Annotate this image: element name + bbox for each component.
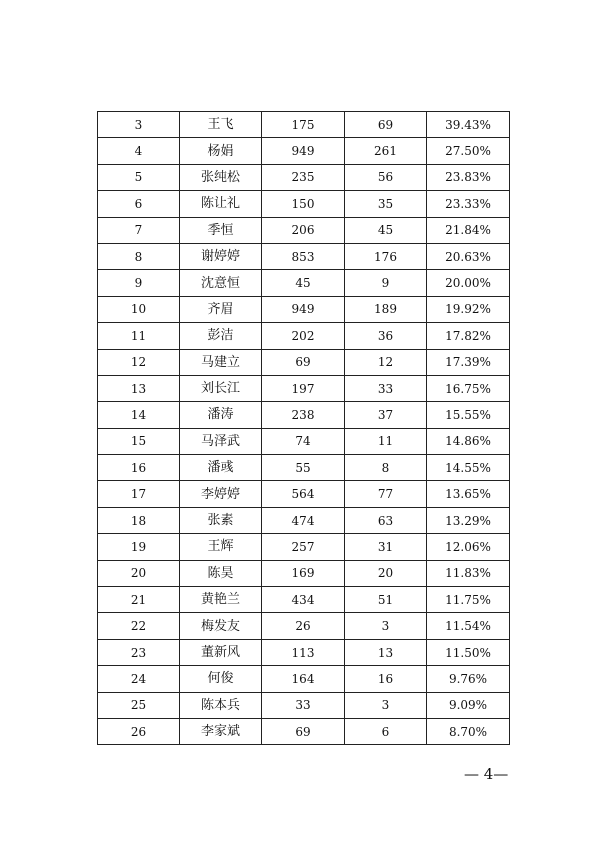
cell-percentage: 19.92% bbox=[427, 296, 510, 322]
cell-name: 陈让礼 bbox=[180, 191, 262, 217]
page-number: — 4— bbox=[464, 765, 509, 783]
cell-count: 20 bbox=[345, 560, 427, 586]
cell-name: 李家斌 bbox=[180, 718, 262, 744]
cell-total: 113 bbox=[262, 639, 345, 665]
cell-total: 26 bbox=[262, 613, 345, 639]
cell-count: 189 bbox=[345, 296, 427, 322]
cell-rank: 14 bbox=[98, 402, 180, 428]
cell-rank: 20 bbox=[98, 560, 180, 586]
cell-total: 150 bbox=[262, 191, 345, 217]
cell-name: 陈本兵 bbox=[180, 692, 262, 718]
cell-rank: 10 bbox=[98, 296, 180, 322]
cell-percentage: 17.39% bbox=[427, 349, 510, 375]
cell-rank: 26 bbox=[98, 718, 180, 744]
ranking-table-body bbox=[98, 112, 510, 745]
cell-percentage: 39.43% bbox=[427, 112, 510, 138]
cell-count: 12 bbox=[345, 349, 427, 375]
cell-rank: 25 bbox=[98, 692, 180, 718]
table-row bbox=[98, 296, 510, 322]
cell-total: 434 bbox=[262, 587, 345, 613]
table-row bbox=[98, 270, 510, 296]
table-row bbox=[98, 402, 510, 428]
cell-rank: 15 bbox=[98, 428, 180, 454]
table-row bbox=[98, 666, 510, 692]
cell-rank: 22 bbox=[98, 613, 180, 639]
cell-count: 3 bbox=[345, 692, 427, 718]
cell-percentage: 20.63% bbox=[427, 243, 510, 269]
cell-count: 31 bbox=[345, 534, 427, 560]
cell-percentage: 9.76% bbox=[427, 666, 510, 692]
cell-total: 74 bbox=[262, 428, 345, 454]
cell-percentage: 20.00% bbox=[427, 270, 510, 296]
cell-rank: 7 bbox=[98, 217, 180, 243]
cell-rank: 11 bbox=[98, 323, 180, 349]
cell-total: 949 bbox=[262, 296, 345, 322]
cell-name: 季恒 bbox=[180, 217, 262, 243]
cell-count: 37 bbox=[345, 402, 427, 428]
cell-total: 33 bbox=[262, 692, 345, 718]
cell-total: 949 bbox=[262, 138, 345, 164]
cell-percentage: 9.09% bbox=[427, 692, 510, 718]
cell-count: 3 bbox=[345, 613, 427, 639]
cell-count: 45 bbox=[345, 217, 427, 243]
cell-name: 杨娟 bbox=[180, 138, 262, 164]
cell-percentage: 16.75% bbox=[427, 375, 510, 401]
cell-count: 8 bbox=[345, 455, 427, 481]
cell-percentage: 11.54% bbox=[427, 613, 510, 639]
cell-name: 齐眉 bbox=[180, 296, 262, 322]
cell-name: 张素 bbox=[180, 507, 262, 533]
cell-total: 69 bbox=[262, 718, 345, 744]
cell-percentage: 15.55% bbox=[427, 402, 510, 428]
table-row bbox=[98, 138, 510, 164]
cell-total: 175 bbox=[262, 112, 345, 138]
cell-rank: 6 bbox=[98, 191, 180, 217]
cell-name: 彭洁 bbox=[180, 323, 262, 349]
cell-rank: 4 bbox=[98, 138, 180, 164]
table-row bbox=[98, 455, 510, 481]
cell-name: 黄艳兰 bbox=[180, 587, 262, 613]
cell-total: 164 bbox=[262, 666, 345, 692]
cell-percentage: 17.82% bbox=[427, 323, 510, 349]
cell-percentage: 23.83% bbox=[427, 164, 510, 190]
cell-rank: 24 bbox=[98, 666, 180, 692]
table-row bbox=[98, 507, 510, 533]
cell-name: 刘长江 bbox=[180, 375, 262, 401]
cell-total: 197 bbox=[262, 375, 345, 401]
table-row bbox=[98, 164, 510, 190]
cell-count: 6 bbox=[345, 718, 427, 744]
cell-percentage: 13.29% bbox=[427, 507, 510, 533]
cell-count: 77 bbox=[345, 481, 427, 507]
table-row bbox=[98, 112, 510, 138]
table-row bbox=[98, 375, 510, 401]
table-row bbox=[98, 534, 510, 560]
cell-total: 169 bbox=[262, 560, 345, 586]
cell-rank: 12 bbox=[98, 349, 180, 375]
cell-rank: 8 bbox=[98, 243, 180, 269]
cell-percentage: 23.33% bbox=[427, 191, 510, 217]
table-row bbox=[98, 191, 510, 217]
cell-count: 16 bbox=[345, 666, 427, 692]
cell-total: 257 bbox=[262, 534, 345, 560]
cell-rank: 18 bbox=[98, 507, 180, 533]
cell-count: 176 bbox=[345, 243, 427, 269]
cell-rank: 13 bbox=[98, 375, 180, 401]
table-row bbox=[98, 217, 510, 243]
cell-total: 564 bbox=[262, 481, 345, 507]
cell-rank: 9 bbox=[98, 270, 180, 296]
cell-rank: 19 bbox=[98, 534, 180, 560]
cell-percentage: 8.70% bbox=[427, 718, 510, 744]
ranking-table bbox=[97, 111, 510, 745]
cell-name: 谢婷婷 bbox=[180, 243, 262, 269]
cell-name: 陈昊 bbox=[180, 560, 262, 586]
cell-count: 13 bbox=[345, 639, 427, 665]
cell-count: 63 bbox=[345, 507, 427, 533]
cell-rank: 21 bbox=[98, 587, 180, 613]
cell-name: 董新风 bbox=[180, 639, 262, 665]
cell-name: 李婷婷 bbox=[180, 481, 262, 507]
table-row bbox=[98, 692, 510, 718]
cell-name: 王飞 bbox=[180, 112, 262, 138]
cell-total: 45 bbox=[262, 270, 345, 296]
cell-percentage: 11.83% bbox=[427, 560, 510, 586]
table-row bbox=[98, 481, 510, 507]
cell-name: 张纯松 bbox=[180, 164, 262, 190]
cell-percentage: 11.75% bbox=[427, 587, 510, 613]
cell-total: 235 bbox=[262, 164, 345, 190]
cell-count: 69 bbox=[345, 112, 427, 138]
cell-rank: 3 bbox=[98, 112, 180, 138]
cell-total: 69 bbox=[262, 349, 345, 375]
cell-rank: 17 bbox=[98, 481, 180, 507]
table-row bbox=[98, 349, 510, 375]
cell-name: 马泽武 bbox=[180, 428, 262, 454]
cell-name: 潘彧 bbox=[180, 455, 262, 481]
cell-total: 202 bbox=[262, 323, 345, 349]
cell-count: 261 bbox=[345, 138, 427, 164]
cell-percentage: 12.06% bbox=[427, 534, 510, 560]
cell-count: 33 bbox=[345, 375, 427, 401]
cell-percentage: 13.65% bbox=[427, 481, 510, 507]
cell-count: 9 bbox=[345, 270, 427, 296]
cell-rank: 5 bbox=[98, 164, 180, 190]
cell-name: 王辉 bbox=[180, 534, 262, 560]
table-row bbox=[98, 323, 510, 349]
cell-name: 梅发友 bbox=[180, 613, 262, 639]
cell-count: 36 bbox=[345, 323, 427, 349]
cell-rank: 16 bbox=[98, 455, 180, 481]
cell-count: 56 bbox=[345, 164, 427, 190]
table-row bbox=[98, 587, 510, 613]
cell-total: 474 bbox=[262, 507, 345, 533]
cell-count: 35 bbox=[345, 191, 427, 217]
cell-total: 55 bbox=[262, 455, 345, 481]
table-row bbox=[98, 718, 510, 744]
cell-total: 853 bbox=[262, 243, 345, 269]
cell-percentage: 14.86% bbox=[427, 428, 510, 454]
cell-name: 潘涛 bbox=[180, 402, 262, 428]
table-row bbox=[98, 428, 510, 454]
cell-percentage: 27.50% bbox=[427, 138, 510, 164]
cell-count: 11 bbox=[345, 428, 427, 454]
cell-percentage: 21.84% bbox=[427, 217, 510, 243]
cell-name: 沈意恒 bbox=[180, 270, 262, 296]
table-row bbox=[98, 560, 510, 586]
cell-name: 马建立 bbox=[180, 349, 262, 375]
table-row bbox=[98, 639, 510, 665]
cell-rank: 23 bbox=[98, 639, 180, 665]
table-row bbox=[98, 243, 510, 269]
cell-percentage: 11.50% bbox=[427, 639, 510, 665]
cell-count: 51 bbox=[345, 587, 427, 613]
table-row bbox=[98, 613, 510, 639]
cell-percentage: 14.55% bbox=[427, 455, 510, 481]
cell-total: 238 bbox=[262, 402, 345, 428]
cell-total: 206 bbox=[262, 217, 345, 243]
cell-name: 何俊 bbox=[180, 666, 262, 692]
